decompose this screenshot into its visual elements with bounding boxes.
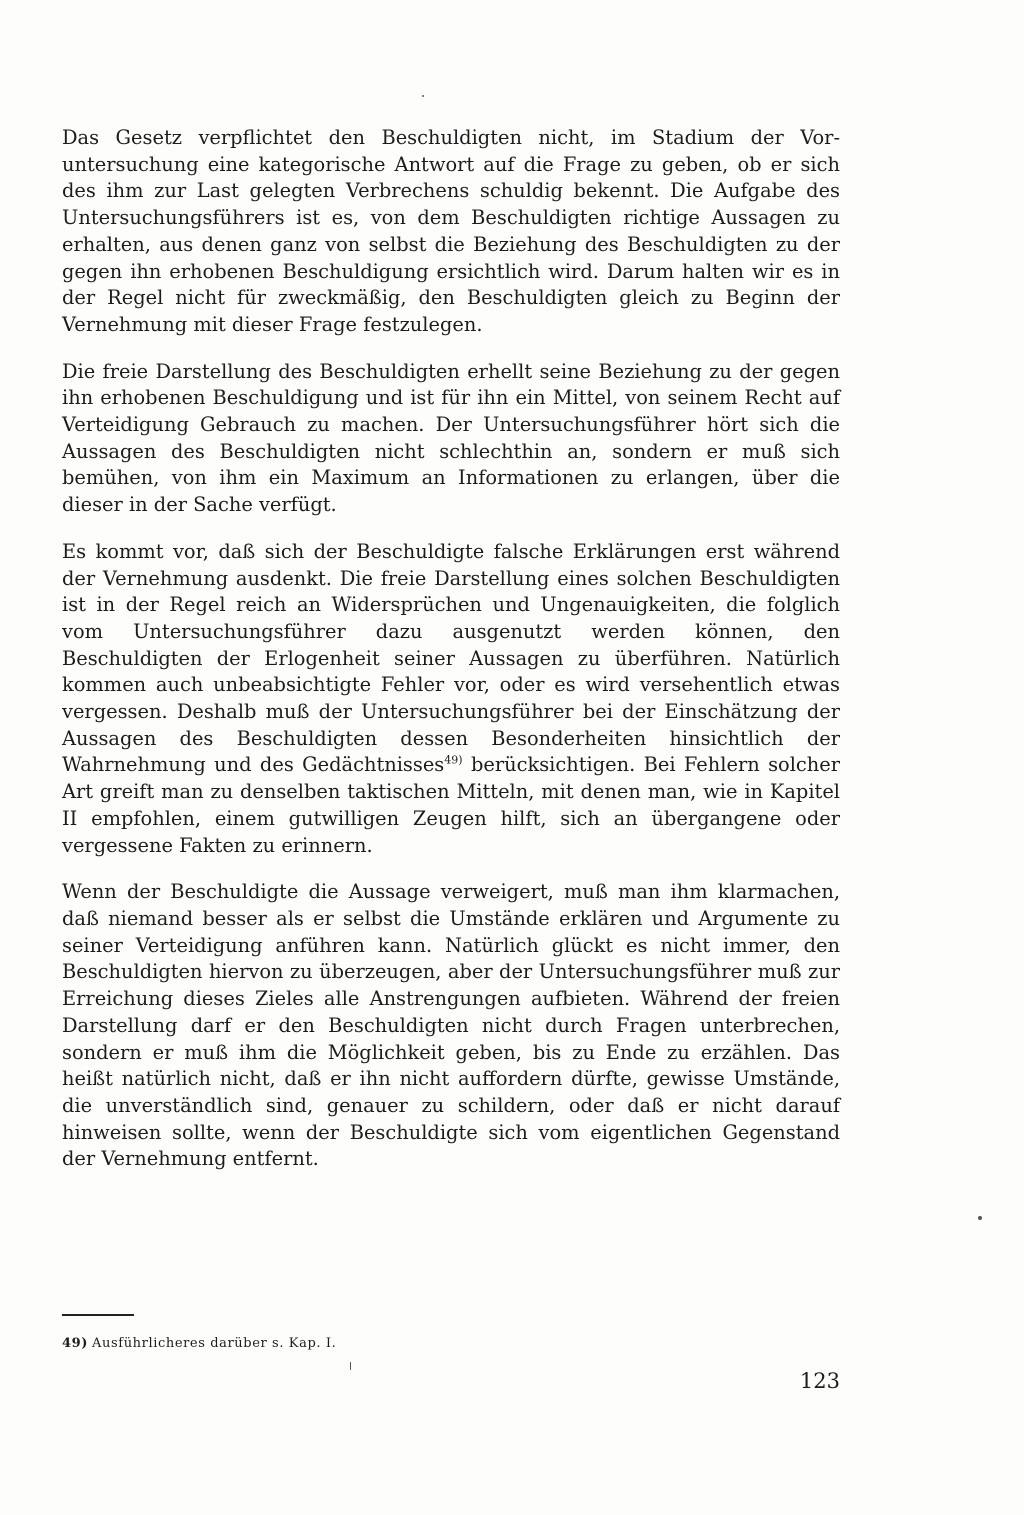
paragraph-2: Die freie Darstellung des Beschuldigten erhellt seine Beziehung zu der gegen ihn erhobenen Beschuldigung und ist für ihn ein Mittel, von seinem Recht auf Verteidigung Gebrauch zu machen. Der Untersuchungsführer hört sich die Aussagen des Beschuldigten nicht schlechthin an, sondern er muß sich bemühen, von ihm ein Maximum an Informationen zu erlangen, über die dieser in der Sache verfügt. [62,359,840,517]
print-speck [422,95,424,97]
paragraph-3-after-ref: berücksichtigen. Bei Fehlern solcher Art greift man zu denselben taktischen Mitteln, mit denen man, wie in Kapitel II empfohlen, einem gutwilligen Zeugen hilft, sich an übergangene oder vergessene Fakten zu erinnern. [62,753,841,857]
footnote-text: Ausführlicheres darüber s. Kap. I. [92,1336,337,1351]
paragraph-1: Das Gesetz verpflichtet den Beschuldigten nicht, im Stadium der Voruntersuchung eine kategorische Antwort auf die Frage zu geben, ob er sich des ihm zur Last gelegten Verbrechens schuldig bekennt. Die Aufgabe des Untersuchungsführers ist es, von dem Beschuldigten richtige Aussagen zu erhalten, aus denen ganz von selbst die Beziehung des Beschuldigten zu der gegen ihn erhobenen Beschuldigung ersichtlich wird. Darum halten wir es in der Regel nicht für zweckmäßig, den Beschuldigten gleich zu Beginn der Vernehmung mit dieser Frage festzulegen. [62,126,840,336]
print-speck [978,1216,982,1220]
paragraph-4: Wenn der Beschuldigte die Aussage verweigert, muß man ihm klarmachen, daß niemand besser als er selbst die Umstände erklären und Argumente zu seiner Verteidigung anführen kann. Natürlich glückt es nicht immer, den Beschuldigten hiervon zu überzeugen, aber der Untersuchungsführer muß zur Erreichung dieses Zieles alle Anstrengungen aufbieten. Während der freien Darstellung darf er den Beschuldigten nicht durch Fragen unterbrechen, sondern er muß ihm die Möglichkeit geben, bis zu Ende zu erzählen. Das heißt natürlich nicht, daß er ihn nicht auffordern dürfte, gewisse Umstände, die unverständlich sind, genauer zu schildern, oder daß er nicht darauf hinweisen sollte, wenn der Beschuldigte sich vom eigentlichen Gegenstand der Vernehmung entfernt. [62,880,840,1171]
footnote [62,1335,662,1353]
print-speck [350,1362,351,1370]
footnote-reference: 49) [444,754,463,767]
paragraph-3 [62,539,840,859]
footnote-number: 49) [62,1336,89,1351]
paragraph-3-before-ref: Es kommt vor, daß sich der Beschuldigte falsche Erklärungen erst während der Vernehmung ausdenkt. Die freie Darstellung eines solchen Beschuldigten ist in der Regel reich an Widersprüchen und Ungenauigkeiten, die folglich vom Untersuchungsführer dazu ausgenutzt werden können, den Beschuldigten der Erlogenheit seiner Aussagen zu überführen. Natürlich kommen auch unbeabsichtigte Fehler vor, oder es wird versehentlich etwas vergessen. Deshalb muß der Untersuchungsführer bei der Einschätzung der Aussagen des Beschuldigten dessen Besonderheiten hinsichtlich der Wahrnehmung und des Gedächtnisses [62,539,840,777]
body-text [62,125,840,1193]
footnote-rule [62,1314,134,1316]
page-number: 123 [799,1369,840,1393]
